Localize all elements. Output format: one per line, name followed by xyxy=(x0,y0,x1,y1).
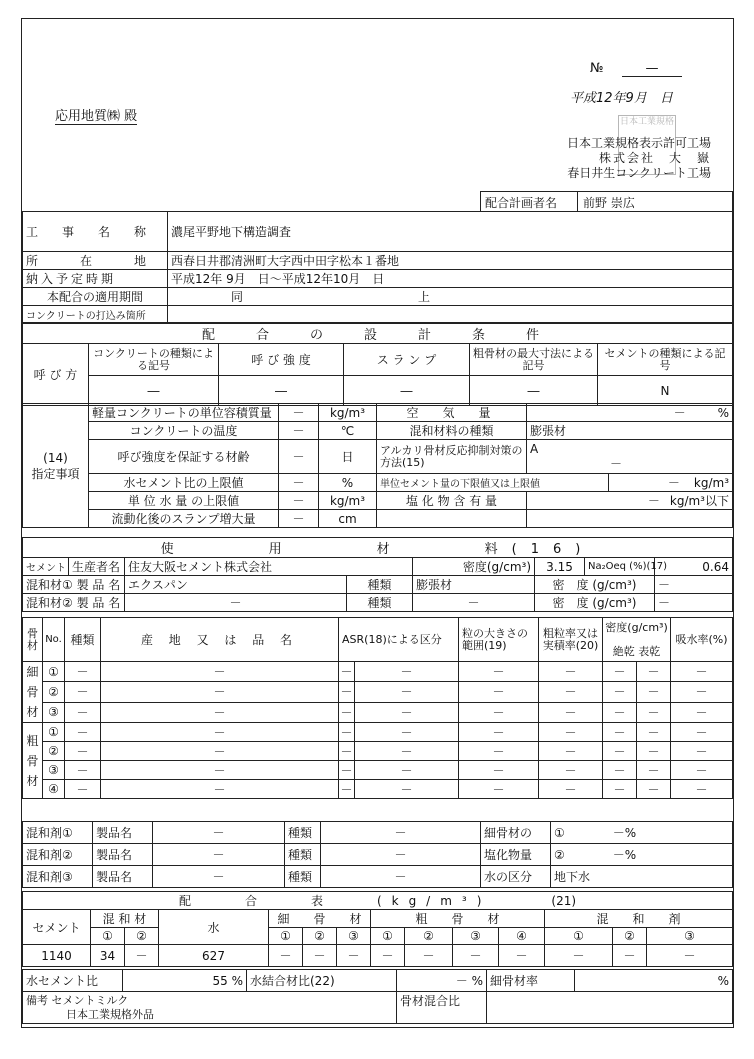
fine-aggregate-cell: － xyxy=(671,682,733,702)
coarse-aggregate-number: ① xyxy=(43,723,65,742)
coarse-aggregate-cell: － xyxy=(339,742,355,761)
coarse-aggregate-number: ④ xyxy=(43,780,65,799)
period-value-2: 上 xyxy=(418,290,431,304)
mix-value-cell: － xyxy=(453,945,499,967)
agent-3-name-label: 製品名 xyxy=(93,866,153,888)
agent-3-label: 混和剤③ xyxy=(23,866,93,888)
na2o-label: Na₂Oeq (%)(17) xyxy=(585,558,655,576)
fine-aggregate-cell: － xyxy=(459,702,539,722)
design-row-1-value2: － xyxy=(673,406,686,420)
period-label: 本配合の適用期間 xyxy=(23,288,168,306)
coarse-aggregate-cell: － xyxy=(637,723,671,742)
admix-2-type-label: 種類 xyxy=(347,594,413,612)
coarse-aggregate-cell: － xyxy=(459,780,539,799)
mix-agent-3: ③ xyxy=(647,928,733,945)
design-row-3-label: 呼び強度を保証する材齢 xyxy=(89,440,279,474)
mix-coarse-2: ② xyxy=(405,928,453,945)
agent-3-type: － xyxy=(321,866,481,888)
fine-aggregate-row xyxy=(23,702,733,722)
coarse-aggregate-cell: － xyxy=(539,761,603,780)
agent-2-label: 混和剤② xyxy=(23,844,93,866)
water-class-label: 水の区分 xyxy=(481,866,551,888)
agg-header-dens-b: 表乾 xyxy=(638,644,661,658)
fine-aggregate-cell: － xyxy=(339,682,355,702)
report-number-label: № xyxy=(590,61,604,76)
mix-report-sheet xyxy=(21,18,734,1028)
coarse-aggregate-row xyxy=(23,742,733,761)
coarse-aggregate-cell: － xyxy=(671,780,733,799)
design-row-2-value2: 膨張材 xyxy=(527,422,733,440)
admix-1-type-label: 種類 xyxy=(347,576,413,594)
coarse-aggregate-cell: － xyxy=(539,723,603,742)
fine-aggregate-cell: － xyxy=(671,662,733,682)
design-row-6-value: － xyxy=(279,510,319,528)
agg-header-density: 密度(g/cm³) xyxy=(605,620,668,634)
admix-1-density-label: 密 度 (g/cm³) xyxy=(535,576,655,594)
fine-aggregate-cell: － xyxy=(637,702,671,722)
coarse-aggregate-label: 骨 xyxy=(26,753,39,768)
producer-label: 生産者名 xyxy=(69,558,125,576)
agent-1-name: － xyxy=(153,822,285,844)
fine-ratio-label: 細骨材率 xyxy=(487,970,575,992)
coarse-aggregate-cell: － xyxy=(671,761,733,780)
materials-title: 使 用 材 料(16) xyxy=(23,538,733,558)
coarse-aggregate-row xyxy=(23,723,733,742)
coarse-aggregate-number: ③ xyxy=(43,761,65,780)
fine-ratio-value: % xyxy=(575,970,733,992)
mix-fine-1: ① xyxy=(269,928,303,945)
fine-aggregate-cell: － xyxy=(637,682,671,702)
max-aggregate-header: 粗骨材の最大寸法による記号 xyxy=(470,344,598,376)
admix-2-density: － xyxy=(655,594,733,612)
designated-label: 指定事項 xyxy=(31,466,80,481)
aggregate-table xyxy=(22,617,733,799)
admix-2-name: － xyxy=(125,594,347,612)
water-class: 地下水 xyxy=(551,866,733,888)
mix-coarse-4: ④ xyxy=(499,928,545,945)
design-row-4-unit: % xyxy=(319,474,377,492)
coarse-aggregate-cell: － xyxy=(355,723,459,742)
coarse-aggregate-cell: － xyxy=(539,742,603,761)
fine-agg-chloride-label: 細骨材の xyxy=(481,822,551,844)
mix-value-cell: － xyxy=(337,945,371,967)
fine-agg-chloride-2: －% xyxy=(612,848,637,862)
nominal-strength-header: 呼 び 強 度 xyxy=(219,344,344,376)
design-row-1-label: 軽量コンクリートの単位容積質量 xyxy=(89,404,279,422)
cement-label: セメント xyxy=(23,558,69,576)
fine-aggregate-cell: － xyxy=(603,662,637,682)
agent-1-type-label: 種類 xyxy=(285,822,321,844)
chloride-num: ② xyxy=(554,848,565,862)
mix-value-cell: － xyxy=(405,945,453,967)
admix-1-label: 混和材① xyxy=(26,578,73,592)
coarse-aggregate-cell: － xyxy=(101,742,339,761)
coarse-aggregate-cell: － xyxy=(339,723,355,742)
design-row-1-label2: 空 気 量 xyxy=(377,404,527,422)
coarse-aggregate-cell: － xyxy=(459,723,539,742)
mix-value-cell: － xyxy=(125,945,159,967)
design-row-6-unit: cm xyxy=(319,510,377,528)
coarse-aggregate-cell: － xyxy=(603,761,637,780)
fine-aggregate-cell: － xyxy=(459,682,539,702)
admix-1-name: エクスパン xyxy=(125,576,347,594)
design-row-4-label2: 単位セメント量の下限値又は上限値 xyxy=(377,474,609,492)
admix-2-density-label: 密 度 (g/cm³) xyxy=(535,594,655,612)
agg-header-dens-a: 絶乾 xyxy=(612,644,635,658)
coarse-aggregate-cell: － xyxy=(101,780,339,799)
coarse-aggregate-cell: － xyxy=(65,761,101,780)
blend-ratio-label: 骨材混合比 xyxy=(397,992,487,1024)
remarks-line-2: 日本工業規格外品 xyxy=(66,1007,154,1021)
fine-aggregate-cell: － xyxy=(65,682,101,702)
design-row-2-label2: 混和材料の種類 xyxy=(377,422,527,440)
nominal-strength-value: ― xyxy=(219,376,344,406)
fine-aggregate-number: ③ xyxy=(43,702,65,722)
coarse-aggregate-cell: － xyxy=(671,742,733,761)
design-row-6-label: 流動化後のスランプ増大量 xyxy=(89,510,279,528)
fine-aggregate-number: ① xyxy=(43,662,65,682)
agent-2-type-label: 種類 xyxy=(285,844,321,866)
coarse-aggregate-cell: － xyxy=(65,780,101,799)
coarse-aggregate-label: 材 xyxy=(26,773,39,788)
mix-water-header: 水 xyxy=(159,910,269,945)
mix-coarse-1: ① xyxy=(371,928,405,945)
fine-agg-num: ① xyxy=(554,826,565,840)
wc-ratio-value: 55 % xyxy=(123,970,247,992)
mix-title-num: (21) xyxy=(551,894,577,908)
location: 西春日井郡清洲町大字西中田字松本１番地 xyxy=(168,252,733,270)
designated-items-table xyxy=(22,403,733,528)
coarse-aggregate-cell: － xyxy=(65,742,101,761)
design-row-3-value: － xyxy=(279,440,319,474)
agent-1-label: 混和剤① xyxy=(23,822,93,844)
mix-admix-header: 混 和 材 xyxy=(91,910,159,928)
fine-aggregate-row xyxy=(23,662,733,682)
coarse-aggregate-cell: － xyxy=(603,742,637,761)
ratio-table xyxy=(22,969,733,1024)
project-table xyxy=(22,211,733,323)
coarse-aggregate-cell: － xyxy=(459,761,539,780)
mix-title: 配 合 表 (kg/m³) xyxy=(178,894,492,908)
design-row-3-value2b: － xyxy=(610,456,623,471)
coarse-aggregate-cell: － xyxy=(637,742,671,761)
designated-num: (14) xyxy=(43,450,68,465)
design-row-3-value2: A xyxy=(530,441,539,456)
mix-fine-3: ③ xyxy=(337,928,371,945)
slump-value: ― xyxy=(344,376,470,406)
coarse-aggregate-cell: － xyxy=(603,723,637,742)
design-row-1-value: － xyxy=(279,404,319,422)
mix-value-cell: － xyxy=(647,945,733,967)
coarse-aggregate-cell: － xyxy=(101,761,339,780)
coarse-aggregate-cell: － xyxy=(65,723,101,742)
fine-aggregate-cell: － xyxy=(671,702,733,722)
fine-aggregate-cell: － xyxy=(101,662,339,682)
fine-aggregate-cell: － xyxy=(355,702,459,722)
delivery-period: 平成12年 9月 日～平成12年10月 日 xyxy=(168,270,733,288)
fine-aggregate-cell: － xyxy=(339,702,355,722)
design-row-5-unit2: kg/m³以下 xyxy=(669,494,729,508)
mix-value-cell: 627 xyxy=(159,945,269,967)
cement-type-header: セメントの種類による記号 xyxy=(598,344,733,376)
fine-aggregate-label: 材 xyxy=(26,705,39,719)
chloride-amount-label: 塩化物量 xyxy=(481,844,551,866)
fine-aggregate-cell: － xyxy=(339,662,355,682)
mix-admix-2: ② xyxy=(125,928,159,945)
mix-cement-header: セメント xyxy=(23,910,91,945)
fine-aggregate-cell: － xyxy=(637,662,671,682)
agent-3-name: － xyxy=(153,866,285,888)
fine-agg-chloride-1: －% xyxy=(612,826,637,840)
coarse-aggregate-cell: － xyxy=(671,723,733,742)
design-row-4-value: － xyxy=(279,474,319,492)
agent-2-type: － xyxy=(321,844,481,866)
pour-location-label: コンクリートの打込み箇所 xyxy=(23,306,168,323)
planner-label: 配合計画者名 xyxy=(485,196,558,210)
cement-density-label: 密度(g/cm³) xyxy=(413,558,535,576)
mix-agent-2: ② xyxy=(613,928,647,945)
concrete-type-header: コンクリートの種類による記号 xyxy=(89,344,219,376)
agg-header-absorption: 吸水率(%) xyxy=(671,618,733,662)
agg-header-kotsu: 骨材 xyxy=(23,618,43,662)
coarse-aggregate-cell: － xyxy=(101,723,339,742)
agg-header-origin: 産 地 又 は 品 名 xyxy=(101,618,339,662)
coarse-aggregate-label: 粗 xyxy=(26,733,39,748)
admix-1-name-label: 製 品 名 xyxy=(76,578,121,592)
mix-agent-1: ① xyxy=(545,928,613,945)
design-row-5-label: 単 位 水 量 の上限値 xyxy=(89,492,279,510)
mix-value-cell: － xyxy=(545,945,613,967)
fine-aggregate-cell: － xyxy=(355,662,459,682)
mix-agent-header: 混 和 剤 xyxy=(545,910,733,928)
wb-ratio-label: 水結合材比(22) xyxy=(247,970,397,992)
mix-coarse-header: 粗 骨 材 xyxy=(371,910,545,928)
mix-admix-1: ① xyxy=(91,928,125,945)
fine-aggregate-cell: － xyxy=(539,702,603,722)
fine-aggregate-number: ② xyxy=(43,682,65,702)
coarse-aggregate-cell: － xyxy=(459,742,539,761)
cement-density: 3.15 xyxy=(535,558,585,576)
mix-value-cell: － xyxy=(269,945,303,967)
mix-fine-2: ② xyxy=(303,928,337,945)
mix-value-cell: － xyxy=(371,945,405,967)
mix-value-cell: 34 xyxy=(91,945,125,967)
coarse-aggregate-cell: － xyxy=(637,761,671,780)
coarse-aggregate-cell: － xyxy=(355,761,459,780)
design-conditions-table xyxy=(22,323,733,406)
wb-ratio-value: － % xyxy=(397,970,487,992)
agg-header-asr: ASR(18)による区分 xyxy=(339,618,459,662)
mix-value-cell: 1140 xyxy=(23,945,91,967)
fine-aggregate-cell: － xyxy=(101,682,339,702)
coarse-aggregate-cell: － xyxy=(355,742,459,761)
pour-location xyxy=(168,306,733,323)
design-row-1-unit: kg/m³ xyxy=(319,404,377,422)
coarse-aggregate-cell: － xyxy=(603,780,637,799)
agg-header-size: 粒の大きさの範囲(19) xyxy=(459,618,539,662)
coarse-aggregate-row xyxy=(23,761,733,780)
producer-name: 住友大阪セメント株式会社 xyxy=(125,558,413,576)
supplier-line-2: 株式会社 大 嶽 xyxy=(598,151,711,165)
jis-stamp-text: 日本工業規格 xyxy=(619,117,674,127)
design-row-1-unit2: % xyxy=(717,406,729,420)
agg-header-no: No. xyxy=(43,618,65,662)
fine-aggregate-cell: － xyxy=(65,702,101,722)
mix-value-cell: － xyxy=(303,945,337,967)
fine-aggregate-label: 細 xyxy=(26,665,39,679)
fine-aggregate-cell: － xyxy=(539,682,603,702)
admix-2-type: － xyxy=(413,594,535,612)
report-date: 平成12年9月 日 xyxy=(570,91,673,106)
agent-2-name: － xyxy=(153,844,285,866)
remarks-line-1: セメントミルク xyxy=(51,993,129,1007)
cement-type-value: N xyxy=(598,376,733,406)
design-row-5-value2: － xyxy=(647,494,660,508)
coarse-aggregate-cell: － xyxy=(355,780,459,799)
admix-2-name-label: 製 品 名 xyxy=(76,596,121,610)
coarse-aggregate-cell: － xyxy=(539,780,603,799)
coarse-aggregate-number: ② xyxy=(43,742,65,761)
planner-name: 前野 崇広 xyxy=(583,196,635,210)
yobikata-label: 呼 び 方 xyxy=(23,344,89,406)
agg-header-kind: 種類 xyxy=(65,618,101,662)
project-name: 濃尾平野地下構造調査 xyxy=(168,212,733,252)
design-row-3-label2: アルカリ骨材反応抑制対策の方法(15) xyxy=(377,440,527,474)
fine-aggregate-cell: － xyxy=(539,662,603,682)
materials-table xyxy=(22,537,733,612)
agent-1-type: － xyxy=(321,822,481,844)
supplier-line-3: 春日井生コンクリート工場 xyxy=(567,166,711,180)
design-row-3-unit: 日 xyxy=(319,440,377,474)
coarse-aggregate-cell: － xyxy=(339,780,355,799)
design-row-4-unit2: kg/m³ xyxy=(693,476,729,490)
coarse-aggregate-cell: － xyxy=(339,761,355,780)
agent-3-type-label: 種類 xyxy=(285,866,321,888)
design-row-2-label: コンクリートの温度 xyxy=(89,422,279,440)
fine-aggregate-cell: － xyxy=(603,702,637,722)
admix-1-type: 膨張材 xyxy=(413,576,535,594)
location-label: 所 在 地 xyxy=(23,252,168,270)
fine-aggregate-cell: － xyxy=(459,662,539,682)
mix-values-row xyxy=(23,945,733,967)
coarse-aggregate-row xyxy=(23,780,733,799)
delivery-label: 納入予定時期 xyxy=(23,270,168,288)
agg-header-fm: 粗粒率又は実積率(20) xyxy=(539,618,603,662)
mix-coarse-3: ③ xyxy=(453,928,499,945)
period-value-1: 同 xyxy=(231,290,244,304)
design-row-2-unit: ℃ xyxy=(319,422,377,440)
concrete-type-value: ― xyxy=(89,376,219,406)
fine-aggregate-cell: － xyxy=(355,682,459,702)
design-row-4-label: 水セメント比の上限値 xyxy=(89,474,279,492)
mix-fine-header: 細 骨 材 xyxy=(269,910,371,928)
coarse-aggregate-cell: － xyxy=(637,780,671,799)
agent-1-name-label: 製品名 xyxy=(93,822,153,844)
fine-aggregate-cell: － xyxy=(101,702,339,722)
admix-2-label: 混和材② xyxy=(26,596,73,610)
design-row-5-unit: kg/m³ xyxy=(319,492,377,510)
design-title: 配 合 の 設 計 条 件 xyxy=(23,324,733,344)
design-row-5-label2: 塩 化 物 含 有 量 xyxy=(377,492,527,510)
admix-1-density: － xyxy=(655,576,733,594)
fine-aggregate-cell: － xyxy=(603,682,637,702)
design-row-5-value: － xyxy=(279,492,319,510)
fine-aggregate-cell: － xyxy=(65,662,101,682)
planner-box xyxy=(480,191,733,211)
design-row-2-value: － xyxy=(279,422,319,440)
report-number-value: — xyxy=(622,61,682,77)
design-row-4-value2: － xyxy=(667,476,680,490)
wc-ratio-label: 水セメント比 xyxy=(23,970,123,992)
na2o-value: 0.64 xyxy=(655,558,733,576)
remarks-label: 備考 xyxy=(26,993,48,1007)
project-name-label: 工 事 名 称 xyxy=(23,212,168,252)
fine-aggregate-label: 骨 xyxy=(26,685,39,699)
agent-2-name-label: 製品名 xyxy=(93,844,153,866)
slump-header: ス ラ ン プ xyxy=(344,344,470,376)
addressee: 応用地質㈱ 殿 xyxy=(55,105,137,125)
max-aggregate-value: ― xyxy=(470,376,598,406)
fine-aggregate-row xyxy=(23,682,733,702)
mix-table xyxy=(22,891,733,967)
agents-table xyxy=(22,821,733,888)
mix-value-cell: － xyxy=(499,945,545,967)
supplier-line-1: 日本工業規格表示許可工場 xyxy=(566,136,711,150)
mix-value-cell: － xyxy=(613,945,647,967)
